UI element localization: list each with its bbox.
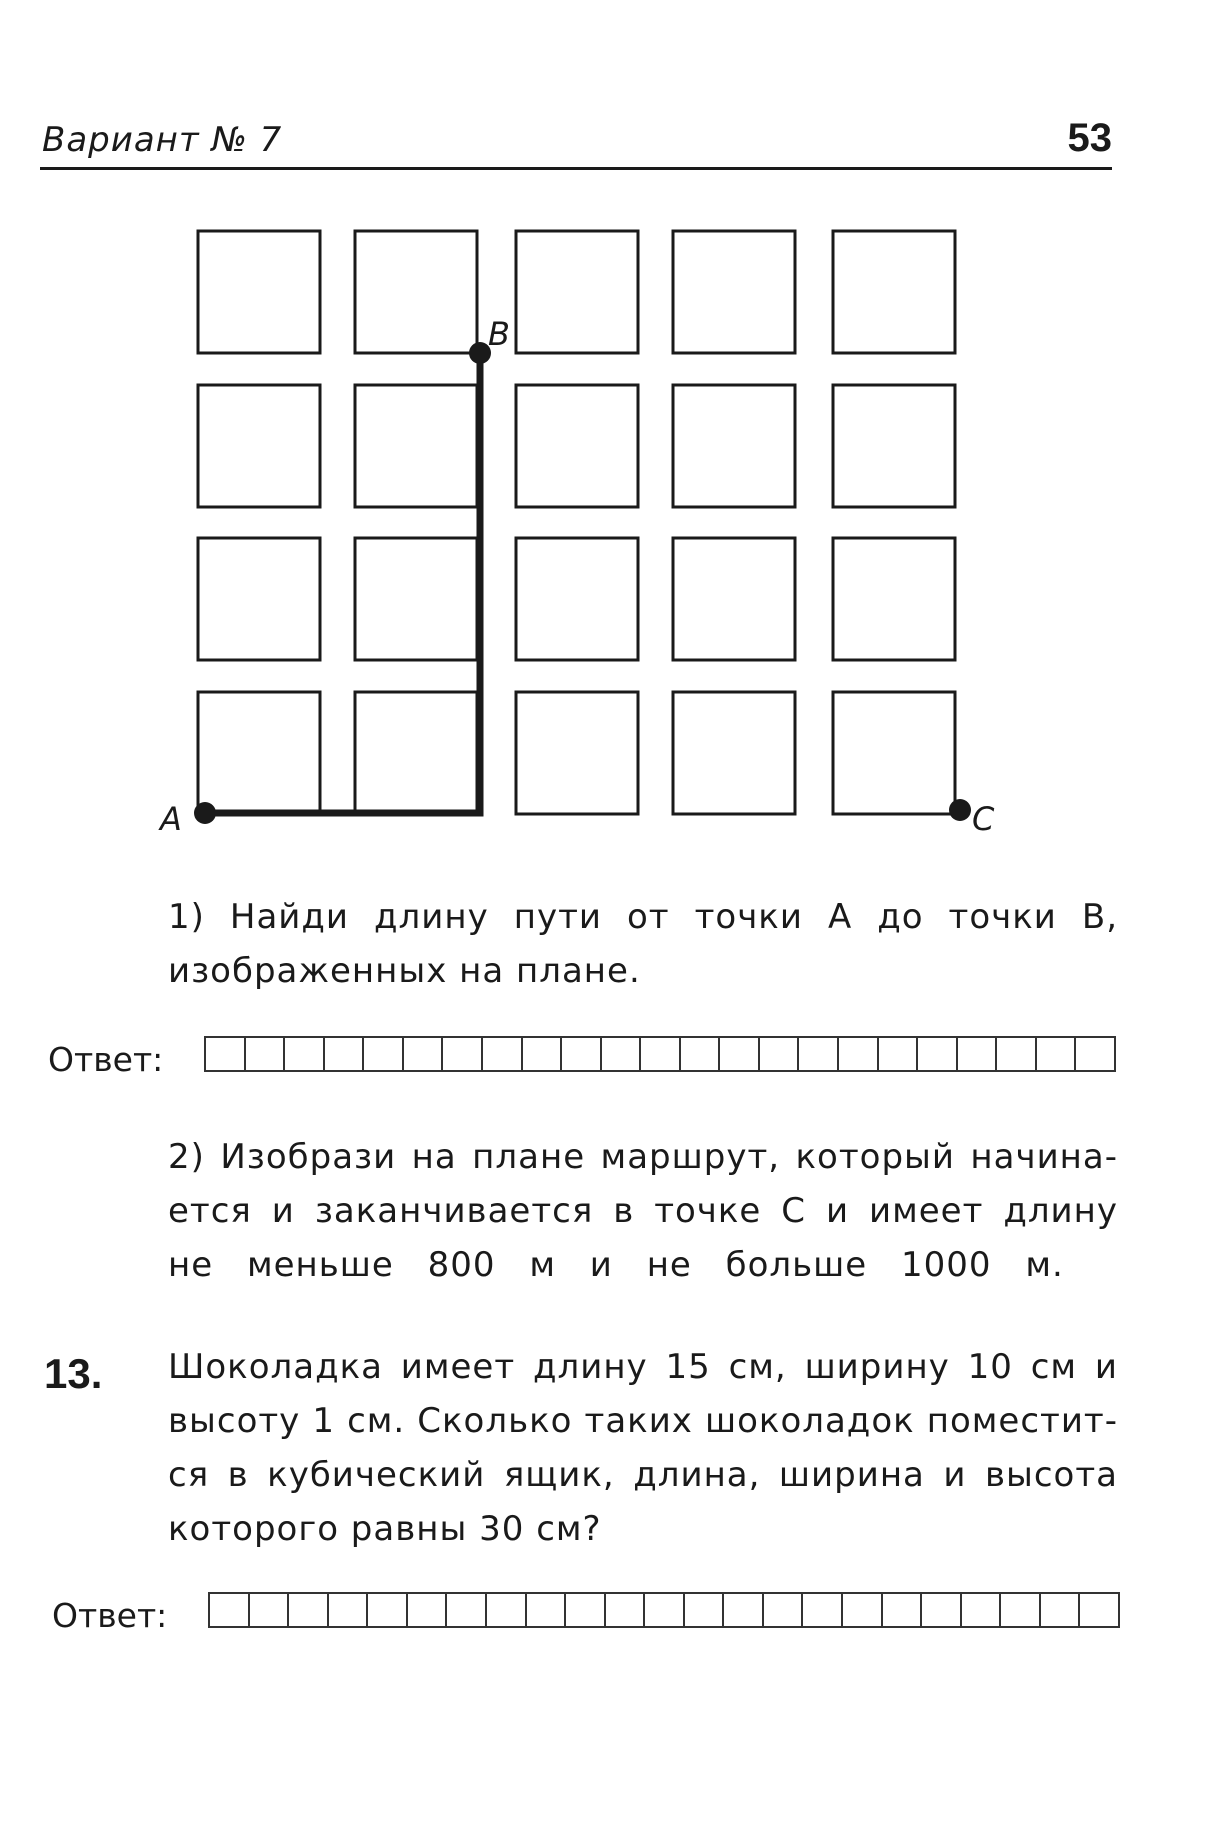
plan-block (516, 385, 638, 507)
answer-label-1: Ответ: (48, 1040, 164, 1079)
answer-grid-2[interactable] (208, 1592, 1120, 1628)
answer-cell[interactable] (527, 1594, 567, 1626)
answer-grid-1[interactable] (204, 1036, 1116, 1072)
task12-question1 (168, 890, 1118, 998)
answer-cell[interactable] (523, 1038, 563, 1070)
answer-cell[interactable] (803, 1594, 843, 1626)
answer-cell[interactable] (997, 1038, 1037, 1070)
answer-cell[interactable] (764, 1594, 804, 1626)
answer-cell[interactable] (289, 1594, 329, 1626)
plan-block (355, 538, 477, 660)
q2-line-1: 2) Изобрази на плане маршрут, который начина- (168, 1137, 1118, 1177)
answer-cell[interactable] (720, 1038, 760, 1070)
point-c-marker (949, 799, 971, 821)
q1-line-2: изображенных на плане. (168, 951, 641, 991)
plan-block (516, 692, 638, 814)
answer-cell[interactable] (799, 1038, 839, 1070)
t13-line-3: ся в кубический ящик, длина, ширина и высота (168, 1455, 1118, 1495)
task13-number: 13. (44, 1350, 103, 1397)
plan-block (833, 538, 955, 660)
answer-cell[interactable] (645, 1594, 685, 1626)
t13-line-4: которого равны 30 см? (168, 1509, 602, 1549)
plan-block (355, 231, 477, 353)
city-plan-diagram (0, 0, 1219, 850)
t13-line-2: высоту 1 см. Сколько таких шоколадок поместит- (168, 1401, 1118, 1441)
answer-cell[interactable] (566, 1594, 606, 1626)
answer-cell[interactable] (210, 1594, 250, 1626)
plan-block (355, 692, 477, 814)
plan-block (833, 692, 955, 814)
answer-cell[interactable] (483, 1038, 523, 1070)
plan-block (198, 385, 320, 507)
answer-cell[interactable] (487, 1594, 527, 1626)
q1-line-1: 1) Найди длину пути от точки A до точки B, (168, 897, 1118, 937)
answer-cell[interactable] (958, 1038, 998, 1070)
answer-cell[interactable] (962, 1594, 1002, 1626)
q2-line-2: ется и заканчивается в точке C и имеет длину (168, 1191, 1118, 1231)
plan-blocks (198, 231, 955, 814)
answer-cell[interactable] (562, 1038, 602, 1070)
answer-cell[interactable] (606, 1594, 646, 1626)
answer-cell[interactable] (1041, 1594, 1081, 1626)
t13-line-1: Шоколадка имеет длину 15 см, ширину 10 см и (168, 1347, 1118, 1387)
plan-block (673, 385, 795, 507)
plan-block (833, 231, 955, 353)
answer-cell[interactable] (443, 1038, 483, 1070)
plan-block (198, 231, 320, 353)
answer-cell[interactable] (368, 1594, 408, 1626)
point-a-marker (194, 802, 216, 824)
answer-cell[interactable] (408, 1594, 448, 1626)
answer-cell[interactable] (1037, 1038, 1077, 1070)
answer-cell[interactable] (1001, 1594, 1041, 1626)
answer-cell[interactable] (760, 1038, 800, 1070)
plan-block (355, 385, 477, 507)
route-a-to-b (205, 353, 480, 813)
answer-cell[interactable] (602, 1038, 642, 1070)
label-b: B (488, 315, 510, 353)
plan-block (673, 231, 795, 353)
answer-cell[interactable] (843, 1594, 883, 1626)
answer-cell[interactable] (1080, 1594, 1120, 1626)
plan-block (198, 692, 320, 814)
task12-question2 (168, 1130, 1118, 1292)
answer-cell[interactable] (641, 1038, 681, 1070)
answer-cell[interactable] (685, 1594, 725, 1626)
plan-block (516, 231, 638, 353)
answer-cell[interactable] (206, 1038, 246, 1070)
answer-cell[interactable] (364, 1038, 404, 1070)
plan-block (198, 538, 320, 660)
answer-cell[interactable] (447, 1594, 487, 1626)
answer-cell[interactable] (883, 1594, 923, 1626)
plan-block (673, 538, 795, 660)
label-a: A (160, 800, 182, 838)
answer-cell[interactable] (325, 1038, 365, 1070)
answer-cell[interactable] (246, 1038, 286, 1070)
answer-cell[interactable] (839, 1038, 879, 1070)
answer-cell[interactable] (879, 1038, 919, 1070)
page-number: 53 (1067, 116, 1112, 160)
answer-cell[interactable] (250, 1594, 290, 1626)
q2-line-3: не меньше 800 м и не больше 1000 м. (168, 1245, 1064, 1285)
answer-label-2: Ответ: (52, 1596, 168, 1635)
task13-text (168, 1340, 1118, 1556)
answer-cell[interactable] (681, 1038, 721, 1070)
answer-cell[interactable] (285, 1038, 325, 1070)
plan-block (673, 692, 795, 814)
plan-block (516, 538, 638, 660)
answer-cell[interactable] (724, 1594, 764, 1626)
answer-cell[interactable] (918, 1038, 958, 1070)
answer-cell[interactable] (329, 1594, 369, 1626)
label-c: C (972, 800, 995, 838)
header-variant: Вариант № 7 (42, 120, 283, 160)
answer-cell[interactable] (404, 1038, 444, 1070)
plan-block (833, 385, 955, 507)
answer-cell[interactable] (1076, 1038, 1116, 1070)
answer-cell[interactable] (922, 1594, 962, 1626)
